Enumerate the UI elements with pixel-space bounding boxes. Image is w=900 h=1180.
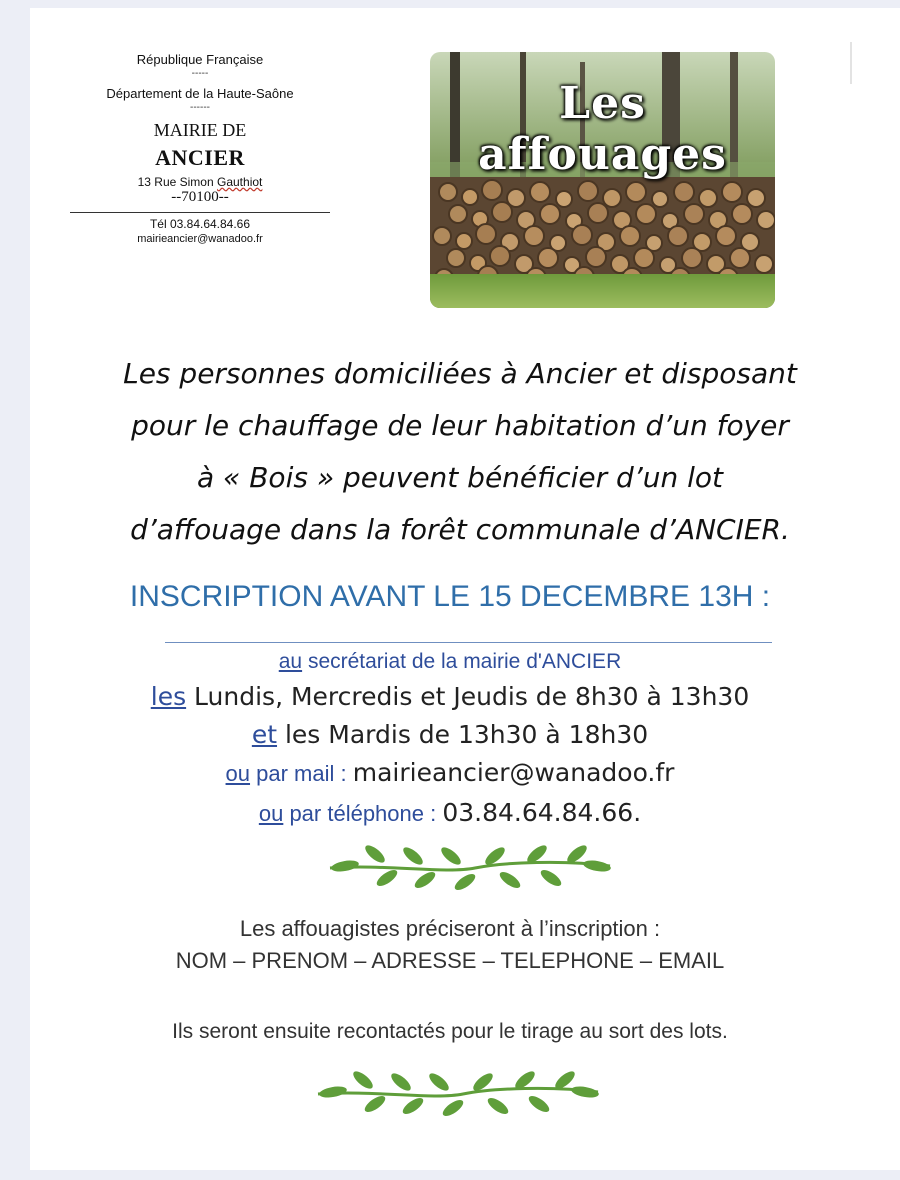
street-prefix: 13 Rue Simon bbox=[137, 175, 217, 189]
intro-line: pour le chauffage de leur habitation d’un foyer bbox=[131, 409, 789, 442]
note-fields: NOM – PRENOM – ADRESSE – TELEPHONE – EMAIL bbox=[175, 948, 725, 973]
flyer-page bbox=[30, 8, 900, 1170]
town-name: ANCIER bbox=[155, 145, 245, 170]
intro-text bbox=[70, 348, 850, 556]
intro-line: Les personnes domiciliées à Ancier et disposant bbox=[123, 357, 797, 390]
heading-rule bbox=[165, 642, 772, 643]
phone-number: Tél 03.84.64.84.66 bbox=[149, 217, 251, 231]
note-contact-later: Ils seront ensuite recontactés pour le tirage au sort des lots. bbox=[172, 1020, 728, 1043]
contact-text: Lundis, Mercredis et Jeudis de 8h30 à 13h30 bbox=[186, 682, 750, 711]
republic-label: République Française bbox=[136, 52, 264, 67]
underlined-word: ou bbox=[225, 761, 251, 786]
street-name: Gauthiot bbox=[217, 175, 263, 189]
intro-line: d’affouage dans la forêt communale d’ANCIER. bbox=[130, 513, 790, 546]
postcode: --70100-- bbox=[171, 189, 229, 205]
street-address bbox=[70, 175, 330, 189]
contact-label: par téléphone : bbox=[283, 801, 443, 826]
contact-text: les Mardis de 13h30 à 18h30 bbox=[277, 720, 649, 749]
phone-value: 03.84.64.84.66. bbox=[442, 798, 642, 827]
note-intro: Les affouagistes préciseront à l’inscription : bbox=[239, 916, 661, 941]
contact-text: secrétariat de la mairie d'ANCIER bbox=[302, 650, 622, 673]
leaf-vine-divider-icon bbox=[325, 838, 615, 894]
separator: ------ bbox=[190, 102, 210, 113]
edge-mark bbox=[850, 42, 852, 84]
underlined-word: au bbox=[278, 650, 303, 673]
intro-line: à « Bois » peuvent bénéficier d’un lot bbox=[196, 461, 724, 494]
letterhead-rule bbox=[70, 212, 330, 213]
contact-email bbox=[30, 758, 870, 787]
email-value: mairieancier@wanadoo.fr bbox=[352, 758, 675, 787]
contact-hours-tuesday bbox=[30, 720, 870, 749]
inscription-heading: INSCRIPTION AVANT LE 15 DECEMBRE 13H : bbox=[129, 580, 771, 613]
letterhead bbox=[70, 52, 330, 245]
department-label: Département de la Haute-Saône bbox=[106, 86, 294, 101]
underlined-word: ou bbox=[258, 801, 284, 826]
photo-title: Les affouages bbox=[478, 78, 727, 180]
contact-label: par mail : bbox=[250, 761, 353, 786]
leaf-vine-divider-icon bbox=[313, 1064, 603, 1120]
underlined-word: les bbox=[150, 682, 187, 711]
firewood-photo bbox=[430, 52, 775, 308]
underlined-word: et bbox=[251, 720, 278, 749]
separator: ----- bbox=[191, 68, 209, 79]
contact-hours-weekdays bbox=[30, 682, 870, 711]
contact-secretariat bbox=[30, 650, 870, 674]
mairie-label: MAIRIE DE bbox=[153, 120, 247, 140]
email-address: mairieancier@wanadoo.fr bbox=[137, 233, 263, 245]
contact-phone bbox=[30, 798, 870, 827]
